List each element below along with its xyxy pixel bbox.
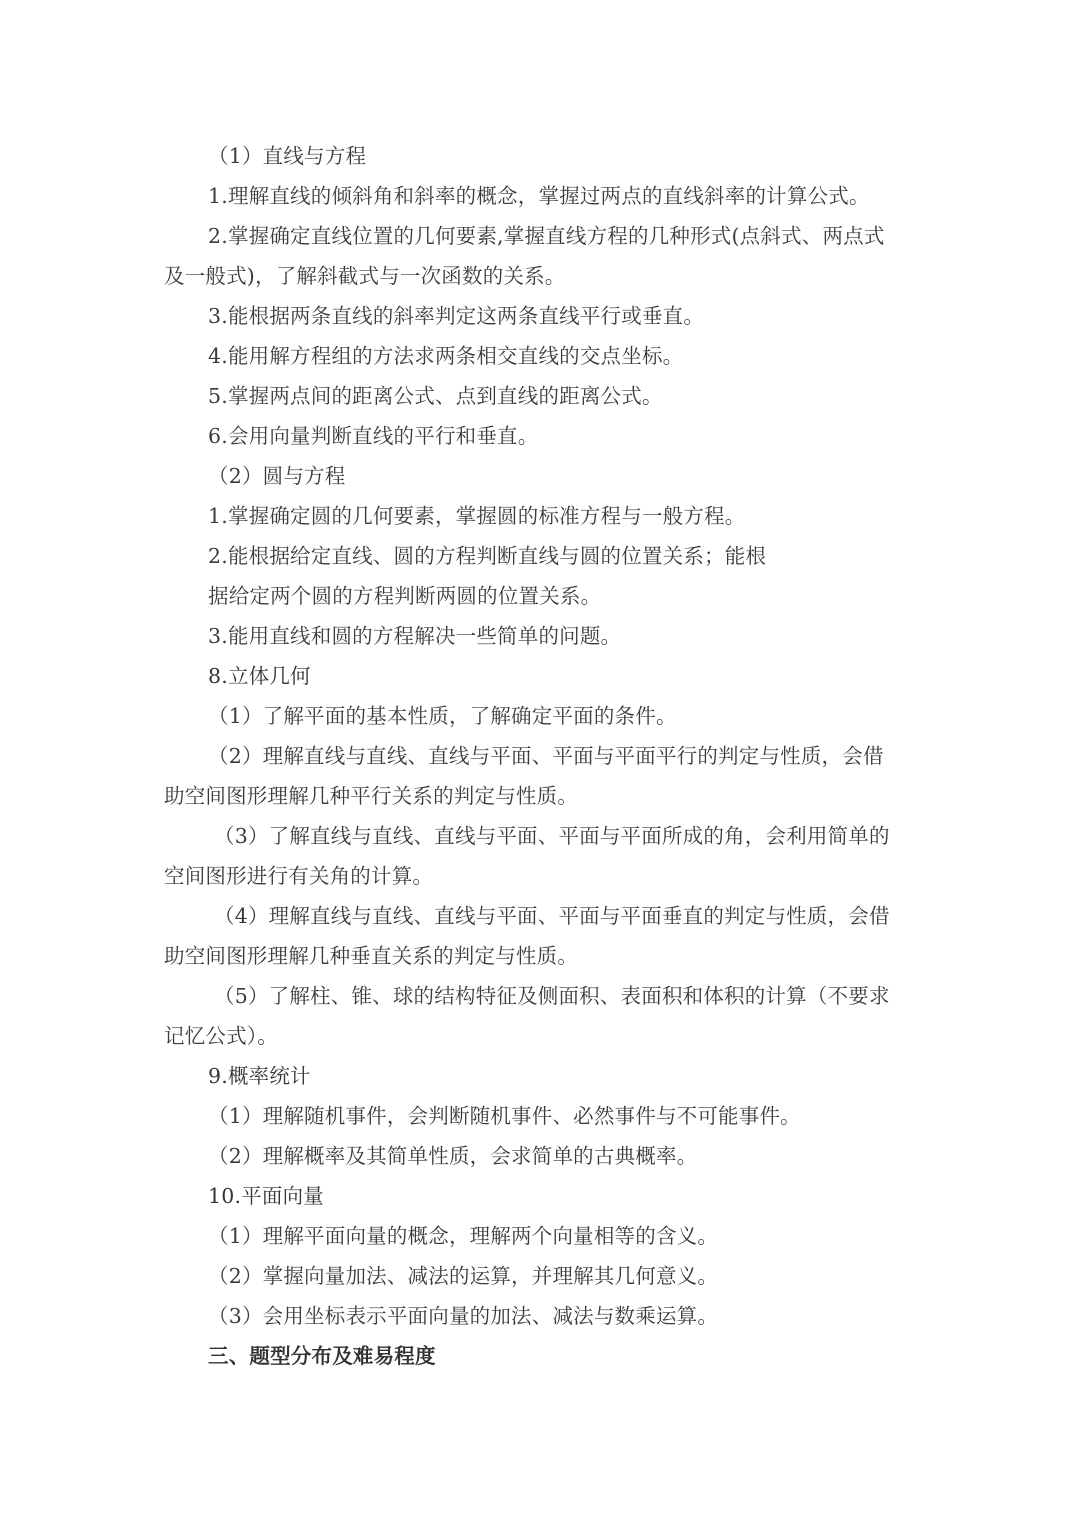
subsection-heading-circle-equation: （2）圆与方程 [208,464,346,488]
list-item-continuation: 空间图形进行有关角的计算。 [164,864,434,888]
chapter-heading-question-types: 三、题型分布及难易程度 [208,1344,436,1368]
list-item-continuation: 助空间图形理解几种平行关系的判定与性质。 [164,784,578,808]
list-item: （3）会用坐标表示平面向量的加法、减法与数乘运算。 [208,1304,719,1328]
list-item: 6.会用向量判断直线的平行和垂直。 [208,424,539,448]
list-item: 1.理解直线的倾斜角和斜率的概念，掌握过两点的直线斜率的计算公式。 [208,184,870,208]
list-item: （5）了解柱、锥、球的结构特征及侧面积、表面积和体积的计算（不要求 [214,984,890,1008]
list-item: 1.掌握确定圆的几何要素，掌握圆的标准方程与一般方程。 [208,504,746,528]
list-item: （3）了解直线与直线、直线与平面、平面与平面所成的角，会利用简单的 [214,824,890,848]
list-item: 3.能用直线和圆的方程解决一些简单的问题。 [208,624,622,648]
list-item-continuation: 助空间图形理解几种垂直关系的判定与性质。 [164,944,578,968]
list-item-continuation: 据给定两个圆的方程判断两圆的位置关系。 [208,584,602,608]
section-heading-probability: 9.概率统计 [208,1064,311,1088]
list-item-continuation: 及一般式)，了解斜截式与一次函数的关系。 [164,264,566,288]
list-item: （1）理解随机事件，会判断随机事件、必然事件与不可能事件。 [208,1104,801,1128]
list-item: （1）了解平面的基本性质，了解确定平面的条件。 [208,704,677,728]
list-item: 3.能根据两条直线的斜率判定这两条直线平行或垂直。 [208,304,705,328]
subsection-heading-line-equation: （1）直线与方程 [208,144,367,168]
list-item: 4.能用解方程组的方法求两条相交直线的交点坐标。 [208,344,684,368]
section-heading-solid-geometry: 8.立体几何 [208,664,311,688]
list-item: （2）理解概率及其简单性质，会求简单的古典概率。 [208,1144,698,1168]
list-item: （1）理解平面向量的概念，理解两个向量相等的含义。 [208,1224,719,1248]
document-page [164,136,924,1376]
list-item-continuation: 记忆公式）。 [164,1024,278,1048]
list-item: （4）理解直线与直线、直线与平面、平面与平面垂直的判定与性质，会借 [214,904,890,928]
list-item: 2.掌握确定直线位置的几何要素,掌握直线方程的几种形式(点斜式、两点式 [208,224,885,248]
section-heading-plane-vectors: 10.平面向量 [208,1184,325,1208]
list-item: （2）掌握向量加法、减法的运算，并理解其几何意义。 [208,1264,719,1288]
list-item: 5.掌握两点间的距离公式、点到直线的距离公式。 [208,384,663,408]
list-item: （2）理解直线与直线、直线与平面、平面与平面平行的判定与性质，会借 [208,744,884,768]
list-item: 2.能根据给定直线、圆的方程判断直线与圆的位置关系；能根 [208,544,767,568]
